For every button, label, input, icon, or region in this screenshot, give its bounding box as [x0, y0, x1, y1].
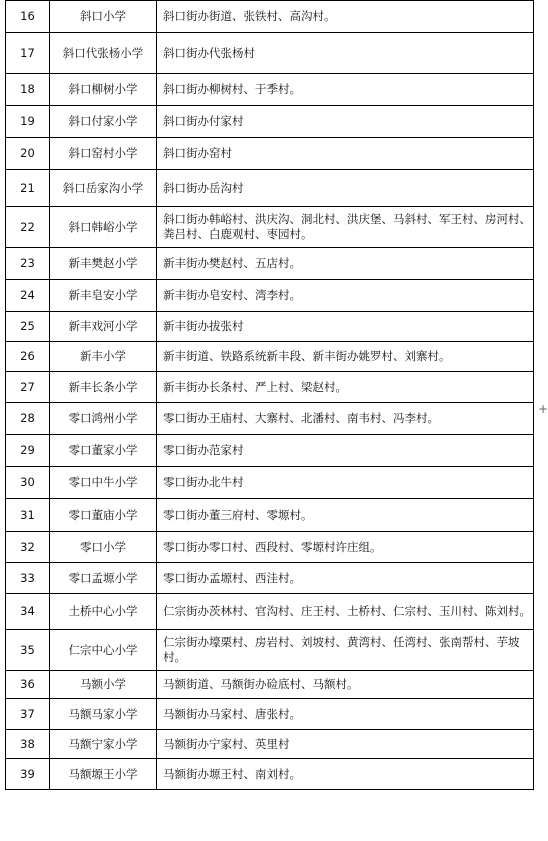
school-name: 斜口小学	[50, 1, 157, 33]
district-area: 仁宗街办茨林村、官沟村、庄王村、土桥村、仁宗村、玉川村、陈刘村。	[157, 594, 534, 630]
table-row	[6, 671, 534, 699]
side-mark: +	[538, 402, 548, 416]
table-row	[6, 730, 534, 759]
row-number: 26	[6, 342, 50, 372]
district-area: 仁宗街办壕栗村、房岩村、刘坡村、黄湾村、任湾村、张南帮村、芋坡村。	[157, 630, 534, 671]
row-number: 38	[6, 730, 50, 759]
row-number: 18	[6, 74, 50, 106]
district-area: 新丰街道、铁路系统新丰段、新丰街办姚罗村、刘寨村。	[157, 342, 534, 372]
table-row	[6, 435, 534, 467]
school-name: 新丰戏河小学	[50, 312, 157, 342]
school-name: 斜口窑村小学	[50, 138, 157, 170]
district-area: 新丰街办皂安村、湾李村。	[157, 280, 534, 312]
district-area: 斜口街办岳沟村	[157, 170, 534, 207]
table-row	[6, 106, 534, 138]
table-row	[6, 33, 534, 74]
table-row	[6, 467, 534, 499]
table-row	[6, 630, 534, 671]
table-row	[6, 170, 534, 207]
row-number: 23	[6, 248, 50, 280]
district-area: 零口街办董三府村、零塬村。	[157, 499, 534, 532]
school-name: 零口董庙小学	[50, 499, 157, 532]
row-number: 24	[6, 280, 50, 312]
district-area: 新丰街办长条村、严上村、梁赵村。	[157, 372, 534, 403]
district-area: 马额街办塬王村、南刘村。	[157, 759, 534, 790]
district-area: 斜口街办窑村	[157, 138, 534, 170]
school-name: 零口孟塬小学	[50, 563, 157, 594]
school-name: 零口中牛小学	[50, 467, 157, 499]
row-number: 30	[6, 467, 50, 499]
row-number: 22	[6, 207, 50, 248]
school-name: 零口小学	[50, 532, 157, 563]
table-row	[6, 207, 534, 248]
row-number: 17	[6, 33, 50, 74]
district-area: 斜口街办付家村	[157, 106, 534, 138]
school-name: 新丰长条小学	[50, 372, 157, 403]
table-row	[6, 699, 534, 730]
school-name: 马额塬王小学	[50, 759, 157, 790]
district-area: 斜口街办韩峪村、洪庆沟、洞北村、洪庆堡、马斜村、军王村、房河村、粪吕村、白鹿观村、枣园村。	[157, 207, 534, 248]
school-name: 新丰皂安小学	[50, 280, 157, 312]
row-number: 32	[6, 532, 50, 563]
district-area: 斜口街办柳树村、于季村。	[157, 74, 534, 106]
row-number: 25	[6, 312, 50, 342]
table-row	[6, 403, 534, 435]
school-name: 斜口柳树小学	[50, 74, 157, 106]
row-number: 27	[6, 372, 50, 403]
school-name: 斜口代张杨小学	[50, 33, 157, 74]
school-name: 零口鸿州小学	[50, 403, 157, 435]
table-row	[6, 759, 534, 790]
row-number: 20	[6, 138, 50, 170]
row-number: 31	[6, 499, 50, 532]
school-name: 马额宁家小学	[50, 730, 157, 759]
row-number: 21	[6, 170, 50, 207]
school-name: 斜口韩峪小学	[50, 207, 157, 248]
row-number: 39	[6, 759, 50, 790]
district-area: 马额街办马家村、唐张村。	[157, 699, 534, 730]
row-number: 16	[6, 1, 50, 33]
table-row	[6, 248, 534, 280]
table-row	[6, 280, 534, 312]
school-name: 零口董家小学	[50, 435, 157, 467]
row-number: 33	[6, 563, 50, 594]
table-row	[6, 594, 534, 630]
table-row	[6, 499, 534, 532]
school-name: 斜口岳家沟小学	[50, 170, 157, 207]
row-number: 36	[6, 671, 50, 699]
school-name: 斜口付家小学	[50, 106, 157, 138]
district-area: 零口街办王庙村、大寨村、北潘村、南韦村、冯李村。	[157, 403, 534, 435]
row-number: 29	[6, 435, 50, 467]
table-row	[6, 563, 534, 594]
table-body	[6, 1, 534, 790]
district-area: 马额街办宁家村、英里村	[157, 730, 534, 759]
table-row	[6, 74, 534, 106]
district-area: 新丰街办樊赵村、五店村。	[157, 248, 534, 280]
row-number: 28	[6, 403, 50, 435]
table-row	[6, 372, 534, 403]
district-area: 零口街办孟塬村、西洼村。	[157, 563, 534, 594]
school-name: 马额小学	[50, 671, 157, 699]
district-area: 零口街办范家村	[157, 435, 534, 467]
district-area: 斜口街办代张杨村	[157, 33, 534, 74]
table-row	[6, 312, 534, 342]
school-name: 新丰小学	[50, 342, 157, 372]
district-area: 新丰街办拔张村	[157, 312, 534, 342]
district-area: 马额街道、马额街办硷底村、马额村。	[157, 671, 534, 699]
school-name: 仁宗中心小学	[50, 630, 157, 671]
row-number: 37	[6, 699, 50, 730]
row-number: 35	[6, 630, 50, 671]
district-area: 零口街办零口村、西段村、零塬村许庄组。	[157, 532, 534, 563]
table-row	[6, 1, 534, 33]
school-name: 马额马家小学	[50, 699, 157, 730]
school-name: 新丰樊赵小学	[50, 248, 157, 280]
row-number: 19	[6, 106, 50, 138]
table-row	[6, 342, 534, 372]
school-district-table	[5, 0, 534, 790]
table-row	[6, 532, 534, 563]
district-area: 斜口街办街道、张铁村、高沟村。	[157, 1, 534, 33]
district-area: 零口街办北牛村	[157, 467, 534, 499]
table-row	[6, 138, 534, 170]
row-number: 34	[6, 594, 50, 630]
school-name: 土桥中心小学	[50, 594, 157, 630]
